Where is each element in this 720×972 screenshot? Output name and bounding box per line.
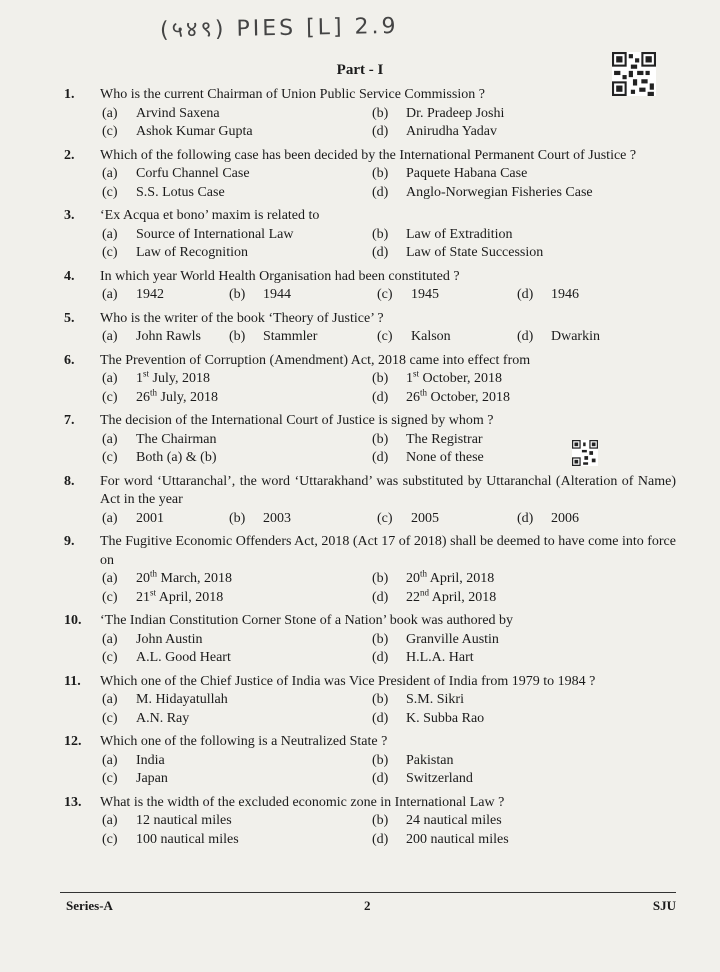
question-number: 3. xyxy=(64,208,75,223)
question-item xyxy=(64,310,676,347)
question-text: Who is the current Chairman of Union Public Service Commission ? xyxy=(100,87,485,102)
question-number: 6. xyxy=(64,352,75,368)
option-label: (b) xyxy=(372,371,389,386)
answer-option xyxy=(372,586,676,608)
option-text: 26th July, 2018 xyxy=(136,386,218,405)
answer-option xyxy=(372,752,676,771)
option-label: (b) xyxy=(372,166,389,181)
option-text: 1st July, 2018 xyxy=(136,368,210,386)
answer-option xyxy=(377,510,517,529)
option-label: (a) xyxy=(102,329,118,344)
options-group xyxy=(102,105,676,142)
question-number: 13. xyxy=(64,794,82,810)
option-label: (d) xyxy=(372,184,389,200)
option-text: Dwarkin xyxy=(551,329,600,344)
option-label: (d) xyxy=(372,710,389,726)
question-number: 1. xyxy=(64,87,75,102)
option-text: The Chairman xyxy=(136,431,217,447)
option-label: (a) xyxy=(102,371,118,386)
option-label: (c) xyxy=(102,771,118,786)
options-group xyxy=(102,691,676,728)
option-label: (b) xyxy=(372,431,389,447)
option-label: (b) xyxy=(372,752,389,768)
question-text: The Fugitive Economic Offenders Act, 2018 (Act 17 of 2018) shall be deemed to have come into force on xyxy=(100,534,676,568)
answer-option xyxy=(102,649,372,668)
answer-option xyxy=(372,831,676,850)
option-text: 2001 xyxy=(136,510,164,526)
option-text: 22nd April, 2018 xyxy=(406,586,497,605)
question-number: 9. xyxy=(64,534,75,549)
option-text: S.S. Lotus Case xyxy=(136,184,225,200)
question-item xyxy=(64,794,676,850)
option-text: K. Subba Rao xyxy=(406,710,485,726)
answer-option xyxy=(229,286,377,305)
question-text: Which one of the following is a Neutralized State ? xyxy=(100,734,388,749)
question-item xyxy=(64,533,676,607)
answer-option xyxy=(102,105,372,124)
option-label: (c) xyxy=(377,510,393,526)
option-label: (a) xyxy=(102,571,118,586)
answer-option xyxy=(102,812,372,831)
option-label: (a) xyxy=(102,431,118,447)
option-text: S.M. Sikri xyxy=(406,692,464,707)
answer-option xyxy=(102,386,372,408)
answer-option xyxy=(517,328,676,347)
answer-option xyxy=(377,328,517,347)
question-item xyxy=(64,352,676,408)
options-group xyxy=(102,812,676,849)
option-text: Dr. Pradeep Joshi xyxy=(406,105,505,121)
option-text: M. Hidayatullah xyxy=(136,692,228,707)
option-text: Law of Recognition xyxy=(136,245,248,260)
options-group xyxy=(102,431,676,468)
option-text: Source of International Law xyxy=(136,226,294,242)
options-group xyxy=(102,328,676,347)
option-label: (d) xyxy=(372,450,389,465)
option-label: (c) xyxy=(102,450,118,465)
answer-option xyxy=(102,286,229,305)
question-text: The decision of the International Court of Justice is signed by whom ? xyxy=(100,413,494,428)
answer-option xyxy=(102,631,372,650)
option-label: (a) xyxy=(102,287,118,302)
option-text: 2005 xyxy=(411,510,439,526)
option-text: John Austin xyxy=(136,631,203,647)
answer-option xyxy=(102,586,372,608)
option-text: 1st October, 2018 xyxy=(406,368,503,386)
answer-option xyxy=(102,691,372,710)
option-label: (a) xyxy=(102,631,118,647)
question-item xyxy=(64,473,676,529)
option-text: Japan xyxy=(136,771,168,786)
answer-option xyxy=(102,431,372,450)
option-label: (b) xyxy=(372,692,389,707)
answer-option xyxy=(102,710,372,729)
options-group xyxy=(102,226,676,263)
option-label: (a) xyxy=(102,166,118,181)
answer-option xyxy=(102,370,372,389)
answer-option xyxy=(102,226,372,245)
option-label: (b) xyxy=(372,813,389,828)
options-group xyxy=(102,752,676,789)
option-text: Paquete Habana Case xyxy=(406,166,528,181)
question-number: 7. xyxy=(64,413,75,428)
option-label: (d) xyxy=(372,245,389,260)
answer-option xyxy=(102,752,372,771)
answer-option xyxy=(372,386,676,408)
option-text: 200 nautical miles xyxy=(406,831,509,847)
option-label: (b) xyxy=(229,287,246,302)
option-text: 24 nautical miles xyxy=(406,813,502,828)
option-text: 1942 xyxy=(136,287,164,302)
question-text: What is the width of the excluded economic zone in International Law ? xyxy=(100,794,505,810)
option-label: (b) xyxy=(372,571,389,586)
question-number: 4. xyxy=(64,268,75,284)
question-item xyxy=(64,86,676,142)
answer-option xyxy=(102,244,372,263)
option-text: A.L. Good Heart xyxy=(136,650,231,665)
option-label: (c) xyxy=(102,124,118,139)
option-label: (c) xyxy=(102,589,118,605)
answer-option xyxy=(372,431,676,450)
booklet-code: SJU xyxy=(652,898,676,913)
answer-option xyxy=(102,570,372,589)
question-number: 11. xyxy=(64,673,81,689)
answer-option xyxy=(102,831,372,850)
answer-option xyxy=(372,165,676,184)
option-label: (d) xyxy=(517,287,534,302)
answer-option xyxy=(102,328,229,347)
option-label: (a) xyxy=(102,813,118,828)
option-label: (c) xyxy=(102,831,118,847)
option-text: Pakistan xyxy=(406,752,454,768)
option-text: 26th October, 2018 xyxy=(406,386,511,405)
options-group xyxy=(102,570,676,607)
answer-option xyxy=(102,510,229,529)
answer-option xyxy=(372,449,676,468)
answer-option xyxy=(372,710,676,729)
option-text: None of these xyxy=(406,450,484,465)
answer-option xyxy=(377,286,517,305)
answer-option xyxy=(517,510,676,529)
question-item xyxy=(64,733,676,789)
option-text: Arvind Saxena xyxy=(136,105,220,121)
option-label: (c) xyxy=(102,184,118,200)
question-text: In which year World Health Organisation had been constituted ? xyxy=(100,268,460,284)
option-label: (b) xyxy=(372,105,389,121)
option-label: (d) xyxy=(517,510,534,526)
option-label: (c) xyxy=(102,650,118,665)
option-text: Corfu Channel Case xyxy=(136,166,250,181)
option-label: (a) xyxy=(102,510,118,526)
answer-option xyxy=(517,286,676,305)
question-text: Which one of the Chief Justice of India was Vice President of India from 1979 to 1984 ? xyxy=(100,673,596,689)
option-text: 2006 xyxy=(551,510,579,526)
question-text: The Prevention of Corruption (Amendment) Act, 2018 came into effect from xyxy=(100,352,531,368)
option-text: The Registrar xyxy=(406,431,483,447)
option-label: (c) xyxy=(377,329,393,344)
option-text: 12 nautical miles xyxy=(136,813,232,828)
question-item xyxy=(64,673,676,729)
option-label: (d) xyxy=(372,831,389,847)
option-label: (a) xyxy=(102,226,118,242)
answer-option xyxy=(372,244,676,263)
question-text: ‘The Indian Constitution Corner Stone of a Nation’ book was authored by xyxy=(100,613,514,628)
options-group xyxy=(102,286,676,305)
question-item xyxy=(64,207,676,263)
option-label: (b) xyxy=(229,510,246,526)
question-item xyxy=(64,612,676,668)
answer-option xyxy=(372,370,676,389)
option-text: Anglo-Norwegian Fisheries Case xyxy=(406,184,593,200)
option-text: 20th April, 2018 xyxy=(406,568,495,586)
option-label: (c) xyxy=(102,710,118,726)
option-label: (d) xyxy=(372,124,389,139)
option-label: (d) xyxy=(372,589,389,605)
option-text: 20th March, 2018 xyxy=(136,568,233,586)
option-text: 1945 xyxy=(411,287,439,302)
answer-option xyxy=(102,165,372,184)
option-text: 1946 xyxy=(551,287,579,302)
option-label: (d) xyxy=(372,389,389,405)
option-label: (d) xyxy=(517,329,534,344)
question-item xyxy=(64,268,676,305)
option-text: H.L.A. Hart xyxy=(406,650,474,665)
answer-option xyxy=(102,770,372,789)
option-label: (a) xyxy=(102,692,118,707)
question-list xyxy=(64,86,676,854)
option-label: (c) xyxy=(102,389,118,405)
answer-option xyxy=(102,184,372,203)
answer-option xyxy=(372,770,676,789)
option-label: (b) xyxy=(372,631,389,647)
answer-option xyxy=(229,510,377,529)
question-item xyxy=(64,147,676,203)
option-label: (b) xyxy=(229,329,246,344)
answer-option xyxy=(372,691,676,710)
question-text: Which of the following case has been decided by the International Permanent Court of Justice ? xyxy=(100,147,637,163)
answer-option xyxy=(372,631,676,650)
answer-option xyxy=(229,328,377,347)
footer-divider xyxy=(60,892,676,893)
option-label: (b) xyxy=(372,226,389,242)
option-text: Stammler xyxy=(263,329,318,344)
option-text: India xyxy=(136,752,165,768)
option-text: Law of Extradition xyxy=(406,226,513,242)
option-text: A.N. Ray xyxy=(136,710,190,726)
option-text: 21st April, 2018 xyxy=(136,586,224,605)
option-text: 100 nautical miles xyxy=(136,831,239,847)
page-number: 2 xyxy=(364,898,371,913)
option-text: Law of State Succession xyxy=(406,245,544,260)
question-number: 5. xyxy=(64,310,75,326)
question-text: Who is the writer of the book ‘Theory of Justice’ ? xyxy=(100,310,384,326)
options-group xyxy=(102,631,676,668)
answer-option xyxy=(372,184,676,203)
question-item xyxy=(64,412,676,468)
question-number: 10. xyxy=(64,613,82,628)
series-label: Series-A xyxy=(66,898,113,913)
options-group xyxy=(102,370,676,407)
option-text: Granville Austin xyxy=(406,631,499,647)
option-text: Both (a) & (b) xyxy=(136,450,217,465)
options-group xyxy=(102,510,676,529)
answer-option xyxy=(102,449,372,468)
option-text: 2003 xyxy=(263,510,291,526)
part-title: Part - I xyxy=(336,62,384,78)
answer-option xyxy=(372,105,676,124)
option-text: Anirudha Yadav xyxy=(406,124,497,139)
option-text: John Rawls xyxy=(136,329,201,344)
question-text: ‘Ex Acqua et bono’ maxim is related to xyxy=(100,208,320,223)
option-label: (c) xyxy=(377,287,393,302)
answer-option xyxy=(372,570,676,589)
answer-option xyxy=(102,123,372,142)
option-label: (a) xyxy=(102,752,118,768)
question-number: 2. xyxy=(64,147,75,163)
option-text: Kalson xyxy=(411,329,451,344)
handwritten-note: (५४९) PIES [L] 2.9 xyxy=(159,13,399,44)
question-number: 12. xyxy=(64,734,82,749)
option-label: (a) xyxy=(102,105,118,121)
option-text: 1944 xyxy=(263,287,291,302)
answer-option xyxy=(372,226,676,245)
answer-option xyxy=(372,812,676,831)
option-label: (c) xyxy=(102,245,118,260)
question-number: 8. xyxy=(64,473,75,489)
answer-option xyxy=(372,649,676,668)
answer-option xyxy=(372,123,676,142)
option-text: Ashok Kumar Gupta xyxy=(136,124,253,139)
options-group xyxy=(102,165,676,202)
question-text: For word ‘Uttaranchal’, the word ‘Uttarakhand’ was substituted by Uttaranchal (Alteration of Name) Act in the year xyxy=(100,473,676,507)
option-text: Switzerland xyxy=(406,771,473,786)
option-label: (d) xyxy=(372,771,389,786)
option-label: (d) xyxy=(372,650,389,665)
